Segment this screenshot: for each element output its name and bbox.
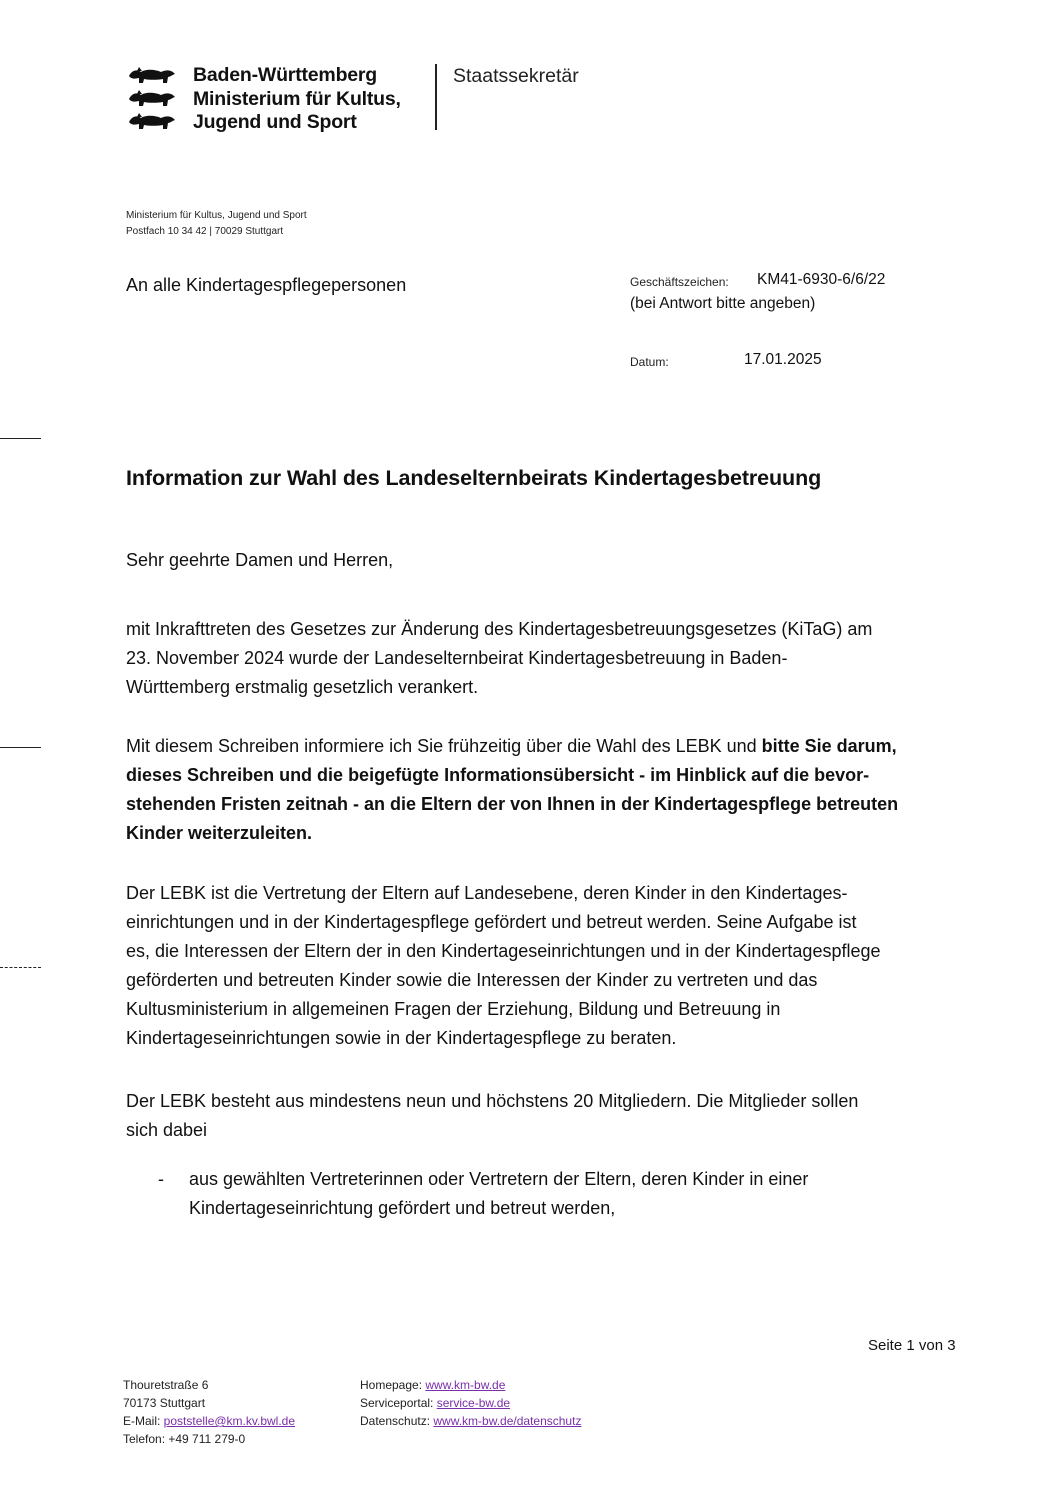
sender-address: [126, 208, 307, 240]
paragraph-line: Der LEBK besteht aus mindestens neun und höchstens 20 Mitgliedern. Die Mitglieder sollen: [126, 1091, 859, 1111]
sender-line-2: Postfach 10 34 42 | 70029 Stuttgart: [126, 226, 284, 237]
paragraph-line: Kultusministerium in allgemeinen Fragen der Erziehung, Bildung und Betreuung in: [126, 999, 781, 1019]
list-item-line: aus gewählten Vertreterinnen oder Vertretern der Eltern, deren Kinder in einer: [189, 1169, 809, 1189]
date-value: 17.01.2025: [744, 351, 822, 368]
org-name-line-1: Baden-Württemberg: [193, 64, 378, 86]
reference-note: (bei Antwort bitte angeben): [630, 295, 816, 312]
paragraph-bold-line: Kinder weiterzuleiten.: [126, 823, 313, 843]
paragraph-bold-line: dieses Schreiben und die beigefügte Informationsübersicht - im Hinblick auf die bevor-: [126, 765, 870, 785]
paragraph-line: Württemberg erstmalig gesetzlich verankert.: [126, 677, 479, 697]
list-item: [189, 1165, 808, 1223]
page-number: Seite 1 von 3: [868, 1337, 956, 1354]
list-bullet: -: [158, 1169, 164, 1189]
paragraph-line: es, die Interessen der Eltern der in den Kindertageseinrichtungen und in der Kindertagespflege: [126, 941, 881, 961]
paragraph-bold-text: bitte Sie darum,: [761, 736, 897, 756]
fold-mark: [0, 747, 41, 748]
footer-privacy: [360, 1412, 581, 1430]
paragraph-line: 23. November 2024 wurde der Landeselternbeirat Kindertagesbetreuung in Baden-: [126, 648, 788, 668]
reference-value: KM41-6930-6/6/22: [757, 271, 886, 288]
footer-homepage: [360, 1376, 581, 1394]
list-item-line: Kindertageseinrichtung gefördert und betreut werden,: [189, 1198, 616, 1218]
reference-label: Geschäftszeichen:: [630, 275, 729, 289]
paragraph-4: [126, 1087, 986, 1145]
footer-address-street: Thouretstraße 6: [123, 1378, 209, 1392]
paragraph-bold-line: stehenden Fristen zeitnah - an die Eltern der von Ihnen in der Kindertagespflege betreuten: [126, 794, 899, 814]
email-link[interactable]: poststelle@km.kv.bwl.de: [163, 1414, 296, 1428]
paragraph-text: Mit diesem Schreiben informiere ich Sie frühzeitig über die Wahl des LEBK und: [126, 736, 762, 756]
footer-phone: Telefon: +49 711 279-0: [123, 1432, 246, 1446]
salutation-text: Sehr geehrte Damen und Herren,: [126, 550, 394, 570]
fold-mark: [0, 438, 41, 439]
serviceportal-link[interactable]: service-bw.de: [436, 1396, 511, 1410]
footer-homepage-label: Homepage:: [360, 1378, 426, 1392]
date-label: Datum:: [630, 355, 669, 369]
paragraph-line: mit Inkrafttreten des Gesetzes zur Änderung des Kindertagesbetreuungsgesetzes (KiTaG) am: [126, 619, 873, 639]
paragraph-line: sich dabei: [126, 1120, 208, 1140]
lion-icon: [127, 66, 177, 85]
paragraph-line: geförderten und betreuten Kinder sowie die Interessen der Kinder zu vertreten und das: [126, 970, 818, 990]
footer-email-label: E-Mail:: [123, 1414, 164, 1428]
footer-web: [360, 1376, 581, 1430]
footer-serviceportal-label: Serviceportal:: [360, 1396, 437, 1410]
homepage-link[interactable]: www.km-bw.de: [425, 1378, 506, 1392]
footer-address-city: 70173 Stuttgart: [123, 1396, 206, 1410]
sender-role: Staatssekretär: [453, 65, 579, 87]
paragraph-line: Kindertageseinrichtungen sowie in der Kindertagespflege zu beraten.: [126, 1028, 677, 1048]
recipient: An alle Kindertagespflegepersonen: [126, 275, 407, 295]
paragraph-1: [126, 615, 986, 702]
sender-line-1: Ministerium für Kultus, Jugend und Sport: [126, 210, 307, 221]
letter-subject: Information zur Wahl des Landeselternbeirats Kindertagesbetreuung: [126, 466, 822, 490]
org-name-line-3: Jugend und Sport: [193, 111, 357, 133]
lion-icon: [127, 89, 177, 108]
paragraph-line: einrichtungen und in der Kindertagespflege gefördert und betreut werden. Seine Aufgabe ist: [126, 912, 857, 932]
footer-privacy-label: Datenschutz:: [360, 1414, 434, 1428]
logo-divider: [435, 64, 437, 130]
paragraph-line: Der LEBK ist die Vertretung der Eltern auf Landesebene, deren Kinder in den Kindertages-: [126, 883, 848, 903]
footer-email: [123, 1412, 295, 1430]
salutation: [126, 546, 986, 575]
lion-icon: [127, 112, 177, 131]
paragraph-2: [126, 732, 986, 848]
paragraph-3: [126, 879, 986, 1053]
footer-contact: [123, 1376, 295, 1448]
footer-serviceportal: [360, 1394, 581, 1412]
paragraph-line: [126, 732, 986, 761]
hole-punch-mark: [0, 967, 41, 968]
privacy-link[interactable]: www.km-bw.de/datenschutz: [433, 1414, 582, 1428]
org-name-line-2: Ministerium für Kultus,: [193, 88, 401, 110]
